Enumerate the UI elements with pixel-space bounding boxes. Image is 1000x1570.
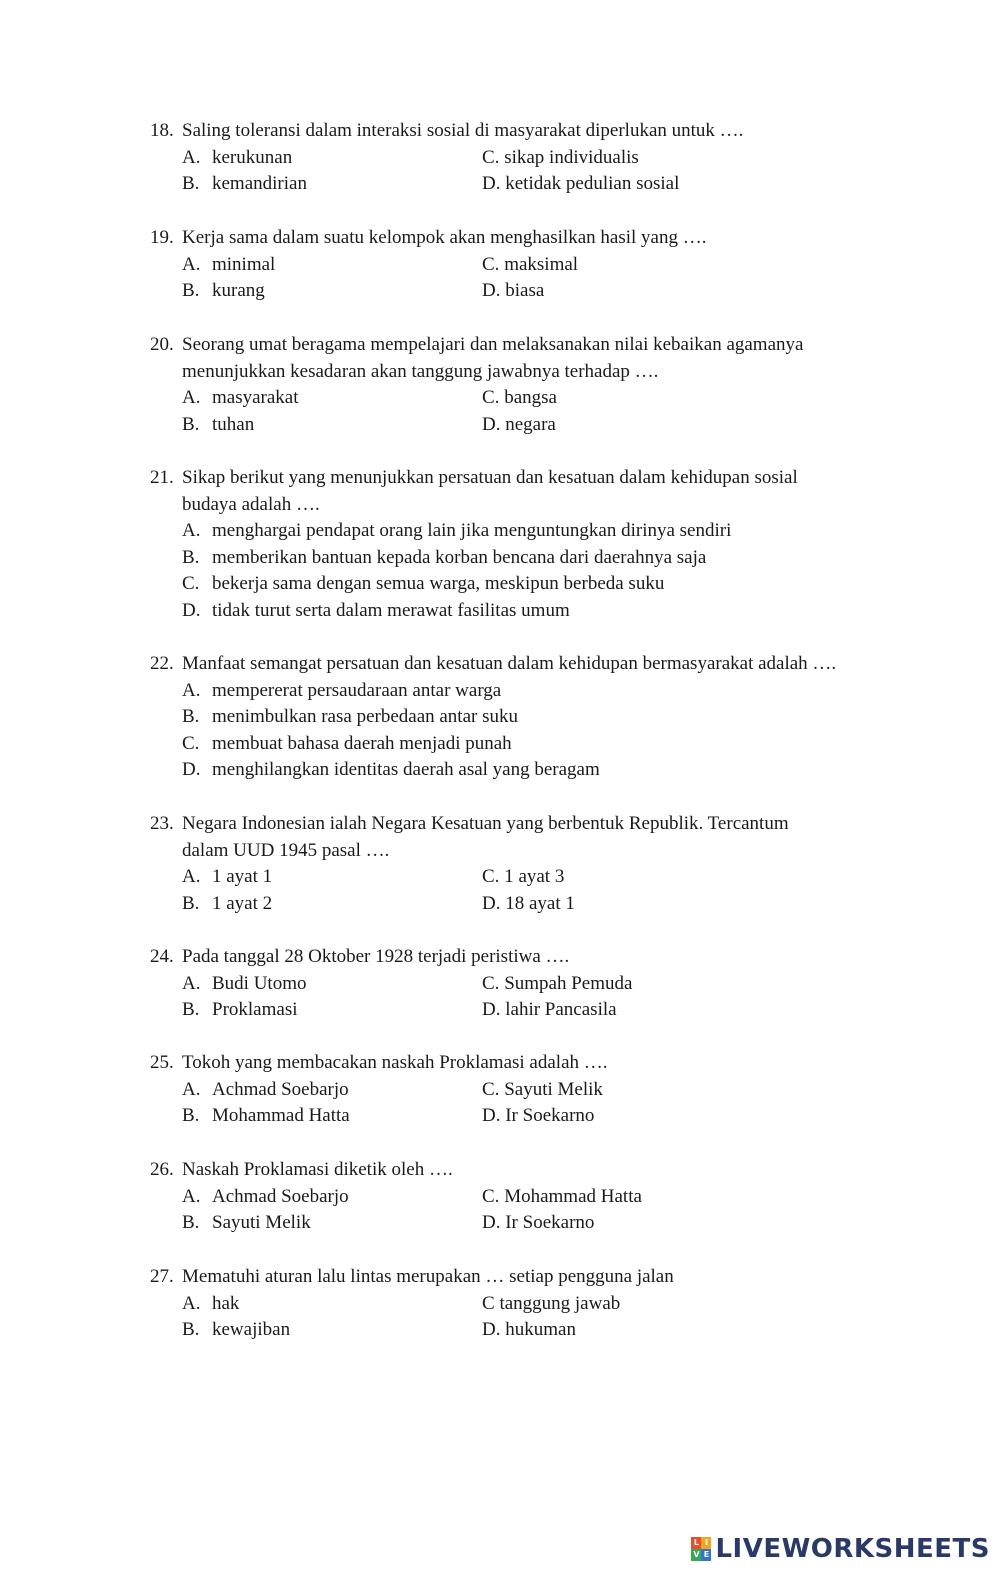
option-text: sikap individualis [504,146,639,168]
question-text: Manfaat semangat persatuan dan kesatuan dalam kehidupan bermasyarakat adalah …. [182,653,837,674]
option-text: mempererat persaudaraan antar warga [212,679,502,701]
option-d[interactable] [482,278,782,305]
option-d[interactable] [182,598,910,625]
question-text: Sikap berikut yang menunjukkan persatuan dan kesatuan dalam kehidupan sosial budaya adalah …. [182,467,798,515]
option-label: C. [482,1185,500,1207]
question-number: 25. [150,1052,174,1073]
option-a[interactable] [182,145,482,172]
answer-options [182,518,910,624]
option-label: C. [482,1078,500,1100]
question-stem [150,118,910,145]
logo-letter: I [701,1537,711,1549]
option-a[interactable] [182,252,482,279]
question-19 [150,225,910,305]
question-number: 19. [150,227,174,248]
question-text: Negara Indonesian ialah Negara Kesatuan yang berbentuk Republik. Tercantum dalam UUD 1945 pasal …. [182,813,789,861]
question-stem [150,1157,910,1184]
option-a[interactable] [182,385,482,412]
option-text: Proklamasi [212,999,298,1020]
option-text: Sayuti Melik [504,1078,603,1100]
option-text: masyarakat [212,387,299,408]
option-label: A. [182,972,201,994]
answer-options [182,971,910,1024]
option-label: A. [182,866,201,887]
option-d[interactable] [482,412,782,439]
option-b[interactable] [182,997,482,1024]
option-d[interactable] [482,891,782,918]
option-b[interactable] [182,412,482,439]
question-stem [150,944,910,971]
option-label: D. [482,999,501,1020]
option-a[interactable] [182,971,482,998]
question-stem [150,225,910,252]
question-24 [150,944,910,1024]
option-label: A. [182,1292,201,1314]
option-label: B. [182,413,200,435]
option-text: Achmad Soebarjo [212,1078,349,1100]
option-c[interactable] [482,385,782,412]
option-text: tuhan [212,413,255,435]
question-26 [150,1157,910,1237]
option-label: D. [482,280,501,301]
option-text: Mohammad Hatta [212,1105,350,1126]
option-label: C. [482,387,500,408]
option-b[interactable] [182,704,910,731]
question-text: Naskah Proklamasi diketik oleh …. [182,1159,453,1180]
question-number: 22. [150,653,174,674]
option-label: A. [182,520,201,541]
option-label: B. [182,706,200,727]
option-label: C. [482,253,500,275]
option-label: D. [182,599,201,621]
option-label: B. [182,1105,200,1126]
question-23 [150,811,910,917]
answer-options [182,145,910,198]
option-label: A. [182,146,201,168]
option-d[interactable] [182,757,910,784]
answer-options [182,1077,910,1130]
option-text: 1 ayat 2 [212,892,273,914]
option-label: B. [182,999,200,1020]
option-text: bangsa [504,387,557,408]
option-text: 1 ayat 1 [212,866,273,887]
option-label: A. [182,387,201,408]
option-label: B. [182,173,200,194]
option-label: C. [482,866,500,887]
option-text: kewajiban [212,1319,291,1340]
option-text: Ir Soekarno [505,1105,595,1126]
option-text: Sayuti Melik [212,1212,311,1233]
option-label: B. [182,546,200,568]
question-text: Pada tanggal 28 Oktober 1928 terjadi peristiwa …. [182,946,570,967]
option-text: maksimal [504,253,579,275]
option-label: D. [482,892,501,914]
question-stem [150,651,910,678]
option-label: C. [182,573,200,594]
option-d[interactable] [482,997,782,1024]
option-c[interactable] [482,1184,782,1211]
question-21 [150,465,910,624]
answer-options [182,385,910,438]
option-a[interactable] [182,678,910,705]
option-text: bekerja sama dengan semua warga, meskipun berbeda suku [212,573,665,594]
option-label: C. [482,972,500,994]
question-27 [150,1264,910,1344]
option-text: Mohammad Hatta [504,1185,642,1207]
option-b[interactable] [182,1210,482,1237]
question-stem [150,1264,910,1291]
option-label: D. [482,413,501,435]
option-label: A. [182,1078,201,1100]
question-stem [150,811,910,864]
option-text: membuat bahasa daerah menjadi punah [212,732,512,754]
option-label: A. [182,253,201,275]
option-text: hak [212,1292,240,1314]
liveworksheets-logo[interactable] [691,1534,990,1564]
answer-options [182,864,910,917]
option-b[interactable] [182,171,482,198]
answer-options [182,678,910,784]
option-c[interactable] [482,145,782,172]
option-d[interactable] [482,1317,782,1344]
question-text: Mematuhi aturan lalu lintas merupakan … setiap pengguna jalan [182,1266,674,1287]
question-number: 23. [150,813,174,834]
option-text: tanggung jawab [499,1292,621,1314]
logo-letter: L [691,1537,701,1549]
option-label: B. [182,280,200,301]
option-b[interactable] [182,1103,482,1130]
question-number: 24. [150,946,174,967]
question-text: Saling toleransi dalam interaksi sosial di masyarakat diperlukan untuk …. [182,120,744,141]
option-text: Ir Soekarno [505,1212,595,1233]
option-text: ketidak pedulian sosial [505,173,680,194]
option-text: Sumpah Pemuda [504,972,633,994]
option-text: Achmad Soebarjo [212,1185,349,1207]
question-number: 20. [150,334,174,355]
question-stem [150,465,910,518]
option-b[interactable] [182,278,482,305]
option-text: kemandirian [212,173,307,194]
option-c[interactable] [482,252,782,279]
option-a[interactable] [182,1184,482,1211]
option-label: D. [482,1319,501,1340]
option-text: negara [505,413,556,435]
option-text: lahir Pancasila [505,999,617,1020]
option-label: C [482,1292,495,1314]
liveworksheets-logo-icon [691,1537,711,1561]
option-b[interactable] [182,1317,482,1344]
option-c[interactable] [482,864,782,891]
option-d[interactable] [482,171,782,198]
answer-options [182,252,910,305]
option-label: D. [482,1212,501,1233]
option-label: D. [182,759,201,780]
option-text: 1 ayat 3 [504,866,565,887]
option-text: minimal [212,253,276,275]
option-label: C. [182,732,200,754]
option-text: Budi Utomo [212,972,307,994]
question-18 [150,118,910,198]
option-d[interactable] [482,1210,782,1237]
logo-letter: V [693,1550,700,1559]
option-b[interactable] [182,545,910,572]
option-a[interactable] [182,518,910,545]
option-text: 18 ayat 1 [505,892,575,914]
option-text: menimbulkan rasa perbedaan antar suku [212,706,518,727]
question-text: Kerja sama dalam suatu kelompok akan menghasilkan hasil yang …. [182,227,707,248]
option-text: menghilangkan identitas daerah asal yang beragam [212,759,600,780]
question-number: 18. [150,120,174,141]
question-number: 26. [150,1159,174,1180]
question-22 [150,651,910,784]
option-text: tidak turut serta dalam merawat fasilitas umum [212,599,570,621]
option-c[interactable] [182,731,910,758]
option-text: kerukunan [212,146,293,168]
logo-letter: E [701,1549,711,1561]
option-c[interactable] [482,1291,782,1318]
option-text: hukuman [505,1319,576,1340]
option-label: B. [182,1212,200,1233]
option-text: menghargai pendapat orang lain jika menguntungkan dirinya sendiri [212,520,732,541]
question-25 [150,1050,910,1130]
answer-options [182,1184,910,1237]
option-a[interactable] [182,1291,482,1318]
question-20 [150,332,910,438]
option-a[interactable] [182,1077,482,1104]
option-label: D. [482,173,501,194]
question-number: 21. [150,467,174,488]
option-c[interactable] [182,571,910,598]
option-a[interactable] [182,864,482,891]
option-d[interactable] [482,1103,782,1130]
question-text: Seorang umat beragama mempelajari dan melaksanakan nilai kebaikan agamanya menunjukkan kesadaran akan tanggung jawabnya terhadap …. [182,334,804,382]
option-label: D. [482,1105,501,1126]
question-stem [150,332,910,385]
option-text: kurang [212,280,265,301]
option-text: biasa [505,280,545,301]
question-stem [150,1050,910,1077]
option-c[interactable] [482,1077,782,1104]
brand-name: LIVEWORKSHEETS [715,1534,990,1564]
option-label: B. [182,1319,200,1340]
option-label: A. [182,679,201,701]
option-text: memberikan bantuan kepada korban bencana dari daerahnya saja [212,546,707,568]
answer-options [182,1291,910,1344]
question-text: Tokoh yang membacakan naskah Proklamasi adalah …. [182,1052,608,1073]
option-label: B. [182,892,200,914]
question-number: 27. [150,1266,174,1287]
option-c[interactable] [482,971,782,998]
option-label: C. [482,146,500,168]
option-b[interactable] [182,891,482,918]
option-label: A. [182,1185,201,1207]
